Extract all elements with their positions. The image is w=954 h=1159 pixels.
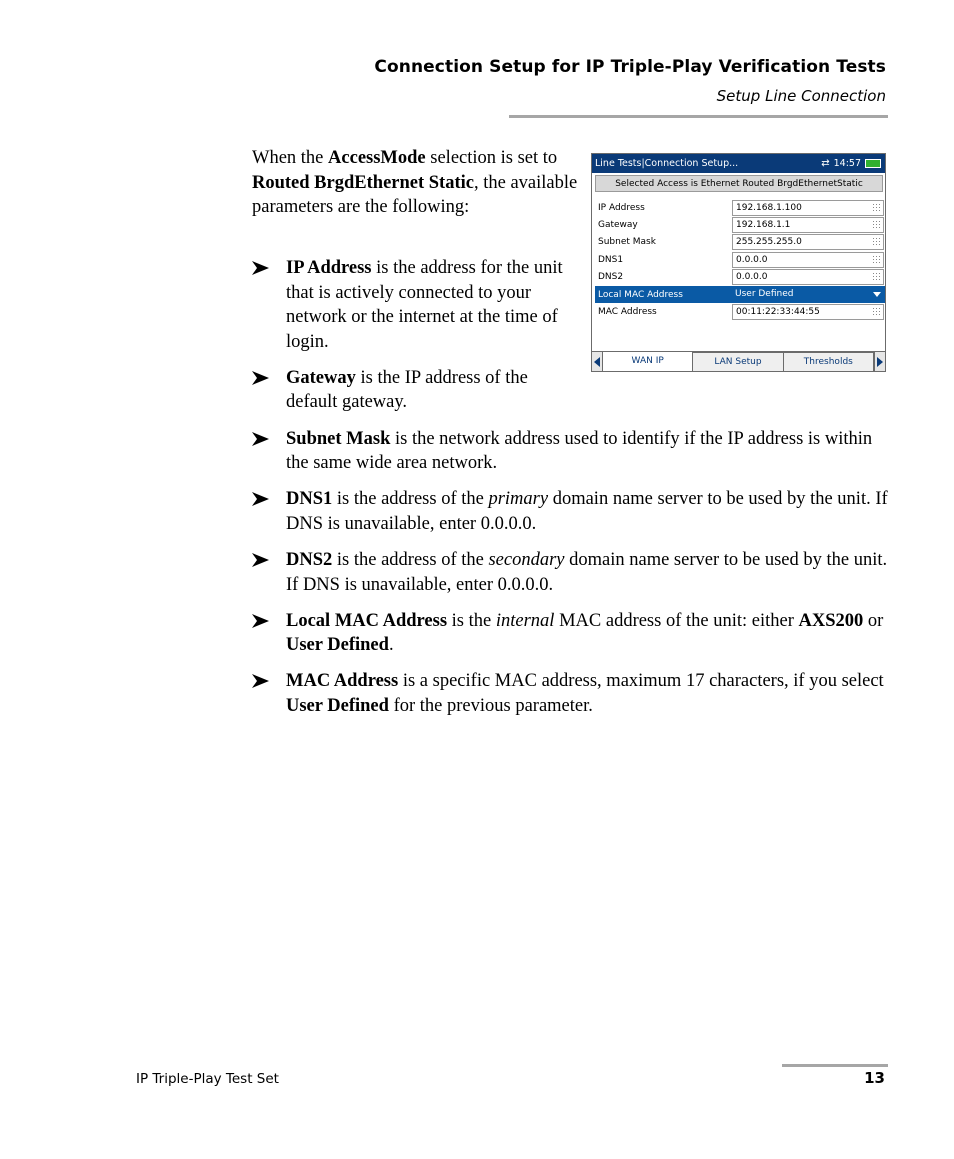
form-row-dns2: DNS2 0.0.0.0 xyxy=(595,269,885,286)
form-row-subnet-mask: Subnet Mask 255.255.255.0 xyxy=(595,234,885,251)
device-tab-bar xyxy=(592,351,885,371)
footer-doc-title: IP Triple-Play Test Set xyxy=(136,1071,279,1087)
bullet-arrow-icon xyxy=(252,553,269,567)
bullet-arrow-icon xyxy=(252,614,269,628)
intro-term-routed: Routed BrgdEthernet Static xyxy=(252,172,474,193)
list-item-subnet-mask: Subnet Mask is the network address used to identify if the IP address is within the same wide area network. xyxy=(252,427,892,476)
dns2-field[interactable]: 0.0.0.0 xyxy=(732,269,884,285)
dns1-field[interactable]: 0.0.0.0 xyxy=(732,252,884,268)
keypad-icon[interactable] xyxy=(872,220,881,230)
chevron-down-icon[interactable] xyxy=(873,292,881,297)
tab-lan-setup[interactable]: LAN Setup xyxy=(693,352,783,371)
tab-wan-ip[interactable]: WAN IP xyxy=(603,352,693,371)
local-mac-dropdown[interactable]: User Defined xyxy=(732,287,884,303)
gateway-field[interactable]: 192.168.1.1 xyxy=(732,217,884,233)
device-screenshot xyxy=(591,153,886,372)
keypad-icon[interactable] xyxy=(872,272,881,282)
page-number: 13 xyxy=(864,1069,885,1087)
list-item-gateway: Gateway is the IP address of the default gateway. xyxy=(252,366,582,415)
running-header-title: Connection Setup for IP Triple-Play Verification Tests xyxy=(374,57,886,77)
bullet-arrow-icon xyxy=(252,432,269,446)
arrow-left-icon xyxy=(594,357,600,367)
list-item-local-mac: Local MAC Address is the internal MAC address of the unit: either AXS200 or User Defined. xyxy=(252,609,892,658)
tab-scroll-right-button[interactable] xyxy=(874,352,885,371)
network-icon: ⇄ xyxy=(821,158,830,169)
list-item-dns2: DNS2 is the address of the secondary domain name server to be used by the unit. If DNS is unavailable, enter 0.0.0.0. xyxy=(252,548,892,597)
footer-rule xyxy=(782,1064,888,1067)
keypad-icon[interactable] xyxy=(872,307,881,317)
list-item-ip-address: IP Address is the address for the unit that is actively connected to your network or the internet at the time of login. xyxy=(252,256,582,354)
bullet-arrow-icon xyxy=(252,371,269,385)
form-row-dns1: DNS1 0.0.0.0 xyxy=(595,251,885,268)
bullet-arrow-icon xyxy=(252,674,269,688)
keypad-icon[interactable] xyxy=(872,237,881,247)
ip-address-field[interactable]: 192.168.1.100 xyxy=(732,200,884,216)
keypad-icon[interactable] xyxy=(872,203,881,213)
subnet-mask-field[interactable]: 255.255.255.0 xyxy=(732,234,884,250)
tab-thresholds[interactable]: Thresholds xyxy=(784,352,874,371)
tab-scroll-left-button[interactable] xyxy=(592,352,603,371)
arrow-right-icon xyxy=(877,357,883,367)
keypad-icon[interactable] xyxy=(872,255,881,265)
list-item-dns1: DNS1 is the address of the primary domain name server to be used by the unit. If DNS is unavailable, enter 0.0.0.0. xyxy=(252,487,892,536)
selected-access-banner: Selected Access is Ethernet Routed BrgdEthernetStatic xyxy=(595,175,883,192)
intro-text-1: When the xyxy=(252,148,329,168)
battery-icon xyxy=(865,159,881,168)
form-row-mac-address: MAC Address 00:11:22:33:44:55 xyxy=(595,303,885,320)
intro-text-2: selection is set to xyxy=(425,148,558,168)
bullet-arrow-icon xyxy=(252,261,269,275)
bullet-arrow-icon xyxy=(252,492,269,506)
intro-text-3: , the available parameters are the following: xyxy=(252,172,578,218)
intro-paragraph xyxy=(252,146,582,220)
header-rule xyxy=(509,115,888,118)
device-title-bar xyxy=(592,154,885,173)
form-row-gateway: Gateway 192.168.1.1 xyxy=(595,216,885,233)
device-title: Line Tests|Connection Setup... xyxy=(595,158,739,169)
mac-address-field[interactable]: 00:11:22:33:44:55 xyxy=(732,304,884,320)
form-row-ip-address: IP Address 192.168.1.100 xyxy=(595,199,885,216)
intro-term-accessmode: AccessMode xyxy=(328,148,426,168)
parameter-form xyxy=(595,199,885,321)
running-header-subtitle: Setup Line Connection xyxy=(716,87,886,105)
list-item-mac-address: MAC Address is a specific MAC address, maximum 17 characters, if you select User Defined for the previous parameter. xyxy=(252,669,892,718)
form-row-local-mac[interactable]: Local MAC Address User Defined xyxy=(595,286,885,303)
device-clock: 14:57 xyxy=(833,158,861,169)
